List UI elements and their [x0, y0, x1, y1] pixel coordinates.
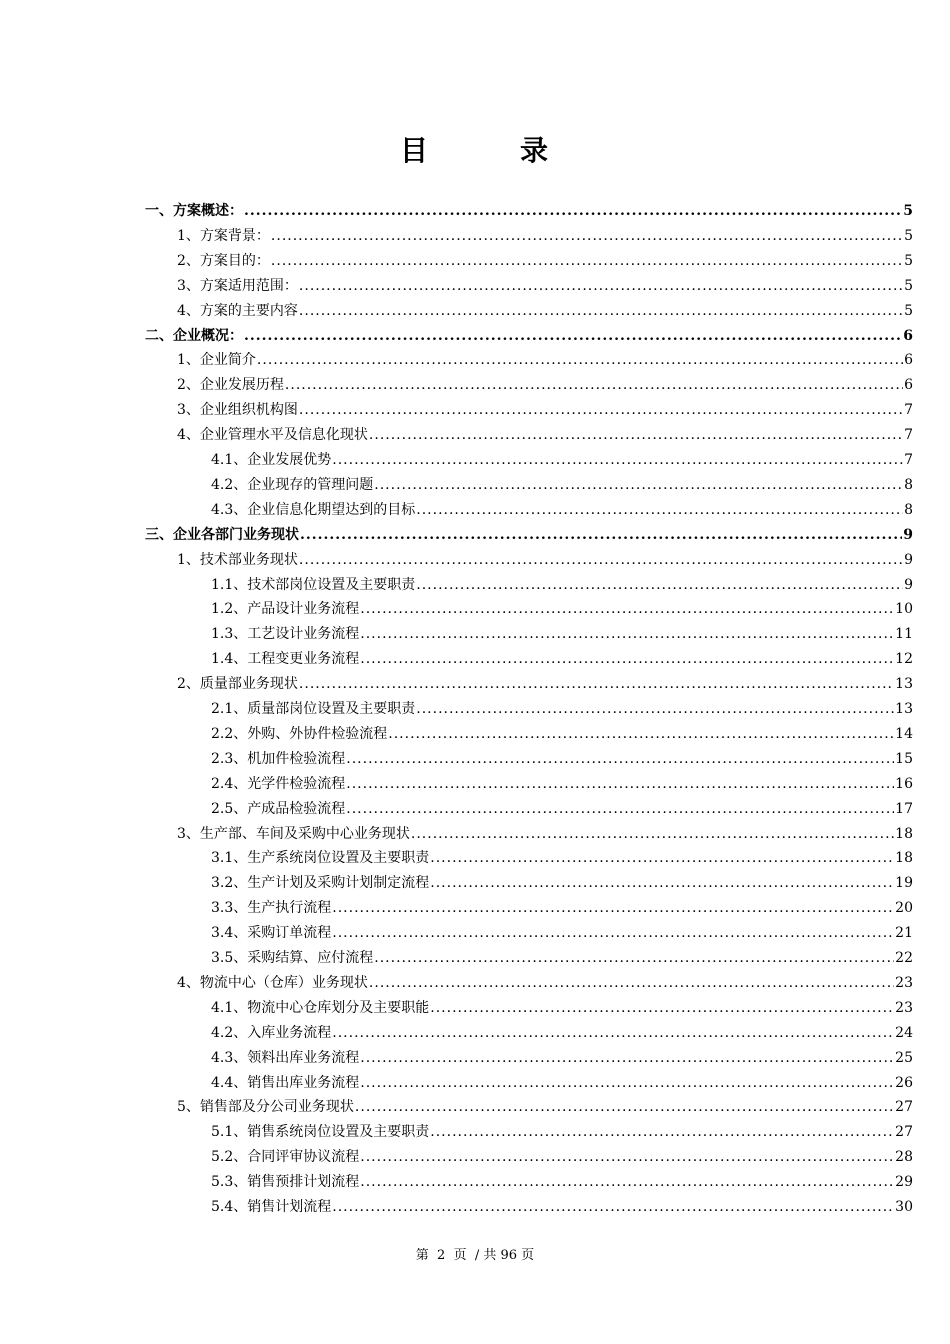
toc-dot-leader	[299, 672, 894, 697]
toc-dot-leader	[430, 846, 894, 871]
toc-entry[interactable]	[211, 1195, 913, 1220]
toc-entry-title: 4、方案的主要内容	[177, 303, 298, 319]
toc-page-number: 7	[904, 427, 913, 443]
toc-entry[interactable]	[211, 996, 913, 1021]
toc-page-number: 9	[904, 577, 913, 593]
toc-entry[interactable]	[145, 324, 913, 349]
toc-entry-title: 1.1、技术部岗位设置及主要职责	[211, 577, 416, 593]
toc-entry-title: 4.1、物流中心仓库划分及主要职能	[211, 1000, 430, 1016]
toc-entry[interactable]	[177, 971, 913, 996]
toc-page-number: 27	[895, 1099, 913, 1115]
toc-entry[interactable]	[211, 573, 913, 598]
toc-page-number: 28	[895, 1149, 913, 1165]
toc-entry-title: 5.3、销售预排计划流程	[211, 1174, 360, 1190]
toc-entry[interactable]	[145, 199, 913, 224]
toc-dot-leader	[271, 249, 903, 274]
toc-entry[interactable]	[211, 846, 913, 871]
toc-entry[interactable]	[177, 398, 913, 423]
toc-entry-title: 5.2、合同评审协议流程	[211, 1149, 360, 1165]
toc-entry[interactable]	[211, 772, 913, 797]
toc-entry[interactable]	[211, 448, 913, 473]
toc-entry[interactable]	[177, 224, 913, 249]
toc-entry-title: 4.1、企业发展优势	[211, 452, 332, 468]
toc-dot-leader	[257, 348, 903, 373]
toc-dot-leader	[332, 921, 894, 946]
toc-entry[interactable]	[211, 647, 913, 672]
toc-page-number: 9	[903, 527, 913, 543]
toc-entry-title: 二、企业概况：	[145, 328, 243, 344]
toc-entry[interactable]	[211, 1170, 913, 1195]
toc-dot-leader	[430, 1120, 894, 1145]
toc-dot-leader	[244, 199, 902, 224]
toc-dot-leader	[369, 971, 894, 996]
toc-page-number: 20	[895, 900, 913, 916]
toc-entry[interactable]	[211, 921, 913, 946]
toc-page-number: 29	[895, 1174, 913, 1190]
toc-page-number: 13	[895, 676, 913, 692]
toc-entry[interactable]	[211, 1120, 913, 1145]
toc-entry-title: 4.2、入库业务流程	[211, 1025, 332, 1041]
toc-entry-title: 1、技术部业务现状	[177, 552, 298, 568]
toc-dot-leader	[416, 573, 903, 598]
toc-dot-leader	[360, 597, 894, 622]
toc-entry-title: 3、企业组织机构图	[177, 402, 298, 418]
toc-entry-title: 2.1、质量部岗位设置及主要职责	[211, 701, 416, 717]
toc-page-number: 23	[895, 975, 913, 991]
toc-dot-leader	[332, 1195, 894, 1220]
toc-page-number: 6	[904, 377, 913, 393]
toc-dot-leader	[416, 697, 894, 722]
toc-dot-leader	[430, 871, 894, 896]
toc-entry-title: 2.4、光学件检验流程	[211, 776, 346, 792]
toc-entry-title: 3、生产部、车间及采购中心业务现状	[177, 826, 410, 842]
toc-entry-title: 4.4、销售出库业务流程	[211, 1075, 360, 1091]
toc-page-number: 13	[895, 701, 913, 717]
toc-entry-title: 5.1、销售系统岗位设置及主要职责	[211, 1124, 430, 1140]
toc-entry[interactable]	[211, 498, 913, 523]
toc-page-number: 7	[904, 402, 913, 418]
toc-dot-leader	[360, 622, 894, 647]
toc-entry-title: 2.2、外购、外协件检验流程	[211, 726, 388, 742]
toc-entry[interactable]	[211, 797, 913, 822]
toc-entry-title: 3.4、采购订单流程	[211, 925, 332, 941]
toc-entry[interactable]	[211, 1071, 913, 1096]
toc-dot-leader	[388, 722, 894, 747]
toc-entry-title: 2、质量部业务现状	[177, 676, 298, 692]
toc-entry[interactable]	[177, 548, 913, 573]
toc-page-number: 30	[895, 1199, 913, 1215]
page-title: 目 录	[399, 134, 550, 167]
toc-page-number: 15	[895, 751, 913, 767]
toc-page-number: 21	[895, 925, 913, 941]
toc-page-number: 18	[895, 850, 913, 866]
toc-dot-leader	[374, 946, 894, 971]
toc-entry[interactable]	[177, 348, 913, 373]
toc-entry-title: 1.2、产品设计业务流程	[211, 601, 360, 617]
toc-page-number: 19	[895, 875, 913, 891]
toc-entry[interactable]	[211, 747, 913, 772]
toc-page-number: 6	[903, 328, 913, 344]
toc-entry[interactable]	[211, 896, 913, 921]
toc-entry[interactable]	[177, 423, 913, 448]
toc-entry-title: 2、企业发展历程	[177, 377, 284, 393]
toc-entry[interactable]	[211, 871, 913, 896]
toc-dot-leader	[346, 772, 894, 797]
toc-entry-title: 3.2、生产计划及采购计划制定流程	[211, 875, 430, 891]
page-footer: 第 2 页 / 共 96 页	[415, 1248, 535, 1263]
toc-page-number: 17	[895, 801, 913, 817]
toc-dot-leader	[416, 498, 903, 523]
toc-entry-title: 5.4、销售计划流程	[211, 1199, 332, 1215]
toc-entry[interactable]	[211, 1021, 913, 1046]
toc-entry[interactable]	[211, 722, 913, 747]
toc-page-number: 23	[895, 1000, 913, 1016]
toc-entry-title: 5、销售部及分公司业务现状	[177, 1099, 354, 1115]
toc-entry-title: 2.3、机加件检验流程	[211, 751, 346, 767]
toc-entry-title: 4.3、企业信息化期望达到的目标	[211, 502, 416, 518]
toc-entry[interactable]	[177, 1095, 913, 1120]
toc-entry[interactable]	[211, 473, 913, 498]
toc-page-number: 18	[895, 826, 913, 842]
toc-entry-title: 2、方案目的：	[177, 253, 270, 269]
toc-page-number: 12	[895, 651, 913, 667]
toc-page-number: 24	[895, 1025, 913, 1041]
toc-page-number: 9	[904, 552, 913, 568]
toc-dot-leader	[332, 896, 894, 921]
toc-entry-title: 3、方案适用范围：	[177, 278, 298, 294]
toc-page-number: 5	[904, 228, 913, 244]
toc-page-number: 26	[895, 1075, 913, 1091]
toc-entry[interactable]	[177, 249, 913, 274]
toc-entry[interactable]	[211, 622, 913, 647]
toc-dot-leader	[285, 373, 903, 398]
toc-entry[interactable]	[145, 523, 913, 548]
toc-entry-title: 4.3、领料出库业务流程	[211, 1050, 360, 1066]
toc-dot-leader	[271, 224, 903, 249]
toc-page-number: 8	[904, 477, 913, 493]
toc-page-number: 22	[895, 950, 913, 966]
toc-entry[interactable]	[177, 373, 913, 398]
toc-entry-title: 一、方案概述：	[145, 203, 243, 219]
toc-page-number: 16	[895, 776, 913, 792]
toc-page-number: 11	[895, 626, 913, 642]
toc-entry-title: 4、物流中心（仓库）业务现状	[177, 975, 368, 991]
toc-dot-leader	[360, 1046, 894, 1071]
toc-page-number: 5	[903, 203, 913, 219]
toc-dot-leader	[244, 324, 902, 349]
toc-entry[interactable]	[177, 299, 913, 324]
toc-entry-title: 1、方案背景：	[177, 228, 270, 244]
toc-entry-title: 4.2、企业现存的管理问题	[211, 477, 374, 493]
toc-dot-leader	[346, 797, 894, 822]
toc-page-number: 8	[904, 502, 913, 518]
toc-entry[interactable]	[177, 672, 913, 697]
toc-entry-title: 1、企业简介	[177, 352, 256, 368]
toc-page-number: 6	[904, 352, 913, 368]
toc-dot-leader	[374, 473, 903, 498]
toc-entry[interactable]	[211, 597, 913, 622]
toc-dot-leader	[299, 299, 903, 324]
toc-entry[interactable]	[177, 822, 913, 847]
toc-entry-title: 4、企业管理水平及信息化现状	[177, 427, 368, 443]
toc-dot-leader	[430, 996, 894, 1021]
toc-dot-leader	[332, 448, 903, 473]
toc-dot-leader	[299, 398, 903, 423]
toc-entry-title: 2.5、产成品检验流程	[211, 801, 346, 817]
toc-entry[interactable]	[211, 1046, 913, 1071]
toc-dot-leader	[299, 548, 903, 573]
toc-page-number: 14	[895, 726, 913, 742]
toc-page-number: 27	[895, 1124, 913, 1140]
toc-entry[interactable]	[211, 697, 913, 722]
toc-page-number: 25	[895, 1050, 913, 1066]
toc-entry-title: 三、企业各部门业务现状	[145, 527, 299, 543]
toc-entry[interactable]	[211, 1145, 913, 1170]
toc-dot-leader	[411, 822, 894, 847]
toc-page-number: 5	[904, 278, 913, 294]
toc-dot-leader	[332, 1021, 894, 1046]
toc-dot-leader	[300, 523, 902, 548]
toc-entry-title: 3.3、生产执行流程	[211, 900, 332, 916]
toc-entry[interactable]	[211, 946, 913, 971]
toc-page-number: 7	[904, 452, 913, 468]
toc-dot-leader	[369, 423, 903, 448]
toc-entry-title: 3.5、采购结算、应付流程	[211, 950, 374, 966]
toc-page-number: 5	[904, 303, 913, 319]
toc-entry-title: 1.3、工艺设计业务流程	[211, 626, 360, 642]
toc-dot-leader	[355, 1095, 894, 1120]
toc-dot-leader	[360, 1170, 894, 1195]
toc-dot-leader	[360, 1145, 894, 1170]
toc-dot-leader	[360, 647, 894, 672]
toc-entry[interactable]	[177, 274, 913, 299]
toc-dot-leader	[360, 1071, 894, 1096]
toc-page-number: 5	[904, 253, 913, 269]
toc-dot-leader	[299, 274, 903, 299]
toc-entry-title: 1.4、工程变更业务流程	[211, 651, 360, 667]
toc-dot-leader	[346, 747, 894, 772]
toc-page-number: 10	[895, 601, 913, 617]
toc-entry-title: 3.1、生产系统岗位设置及主要职责	[211, 850, 430, 866]
